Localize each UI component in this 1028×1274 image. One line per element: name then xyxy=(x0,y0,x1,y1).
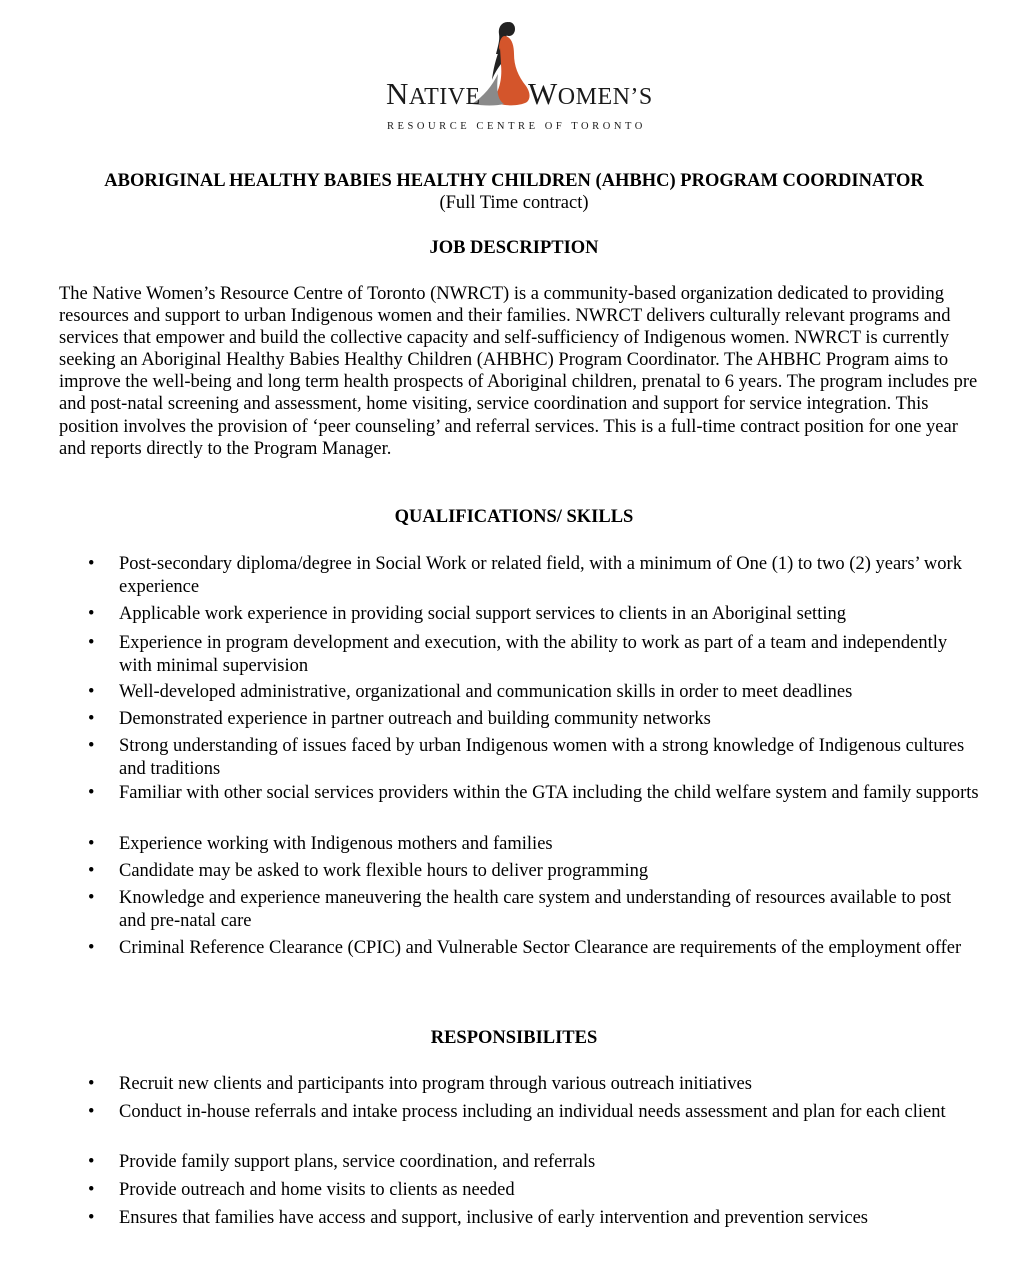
qualifications-heading: QUALIFICATIONS/ SKILLS xyxy=(394,507,634,527)
job-subtitle: (Full Time contract) xyxy=(439,193,589,213)
bullet-icon: • xyxy=(88,633,95,653)
bullet-icon: • xyxy=(88,554,95,574)
organization-logo xyxy=(380,14,653,136)
bullet-icon: • xyxy=(88,861,95,881)
job-description-paragraph: The Native Women’s Resource Centre of Toronto (NWRCT) is a community-based organization dedicated to providing resources and support to urban Indigenous women and their families. NWRCT delivers culturally relevant programs and services that empower and build the collective capacity and self-sufficiency of Indigenous women. NWRCT is currently seeking an Aboriginal Healthy Babies Healthy Children (AHBHC) Program Coordinator. The AHBHC Program aims to improve the well-being and long term health prospects of Aboriginal children, prenatal to 6 years. The program includes pre and post-natal screening and assessment, home visiting, service coordination and support for service integration. This position involves the provision of ‘peer counseling’ and referral services. This is a full-time contract position for one year and reports directly to the Program Manager. xyxy=(59,284,978,459)
bullet-icon: • xyxy=(88,783,95,803)
bullet-icon: • xyxy=(88,1102,95,1122)
logo-subtitle: RESOURCE CENTRE OF TORONTO xyxy=(387,121,646,132)
bullet-icon: • xyxy=(88,736,95,756)
bullet-icon: • xyxy=(88,1074,95,1094)
job-title: ABORIGINAL HEALTHY BABIES HEALTHY CHILDREN (AHBHC) PROGRAM COORDINATOR xyxy=(104,171,924,191)
bullet-icon: • xyxy=(88,1208,95,1228)
bullet-icon: • xyxy=(88,1180,95,1200)
job-description-heading: JOB DESCRIPTION xyxy=(429,238,599,258)
bullet-icon: • xyxy=(88,604,95,624)
bullet-icon: • xyxy=(88,834,95,854)
logo-name-right: WOMEN’S xyxy=(528,76,653,111)
logo-name-left: NATIVE xyxy=(386,76,481,111)
bullet-icon: • xyxy=(88,938,95,958)
bullet-icon: • xyxy=(88,888,95,908)
responsibilities-heading: RESPONSIBILITES xyxy=(430,1028,598,1048)
document-page: NATIVE WOMEN’S RESOURCE CENTRE OF TORONTO ABORIGINAL HEALTHY BABIES HEALTHY CHILDREN (AHBHC) PROGRAM COORDINATOR (Full Time contract) JOB DESCRIPTION The Native Women’s Resource Centre of Toronto (NWRCT) is a community-based organization dedicated to providing resources and support to urban Indigenous women and their families. NWRCT delivers culturally relevant programs and services that empower and build the collective capacity and self-sufficiency of Indigenous women. NWRCT is currently seeking an Aboriginal Healthy Babies Healthy Children (AHBHC) Program Coordinator. The AHBHC Program aims to improve the well-being and long term health prospects of Aboriginal children, prenatal to 6 years. The program includes pre and post-natal screening and assessment, home visiting, service coordination and support for service integration. This position involves the provision of ‘peer counseling’ and referral services. This is a full-time contract position for one year and reports directly to the Program Manager. QUALIFICATIONS/ SKILLS • Post-secondary diploma/degree in Social Work or related field, with a minimum of One (1) to two (2) years’ work experience • Applicable work experience in providing social support services to clients in an Aboriginal setting • Experience in program development and execution, with the ability to work as part of a team and independently with minimal supervision • Well-developed administrative, organizational and communication skills in order to meet deadlines • Demonstrated experience in partner outreach and building community networks • Strong understanding of issues faced by urban Indigenous women with a strong knowledge of Indigenous cultures and traditions • Familiar with other social services providers within the GTA including the child welfare system and family supports • Experience working with Indigenous mothers and families • Candidate may be asked to work flexible hours to deliver programming • Knowledge and experience maneuvering the health care system and understanding of resources available to post and pre-natal care • Criminal Reference Clearance (CPIC) and Vulnerable Sector Clearance are requirements of the employment offer RESPONSIBILITES • Recruit new clients and participants into program through various outreach initiatives • Conduct in-house referrals and intake process including an individual needs assessment and plan for each client • Provide family support plans, service coordination, and referrals • Provide outreach and home visits to clients as needed • Ensures that families have access and support, inclusive of early intervention and prevention services xyxy=(0,0,1028,1274)
bullet-icon: • xyxy=(88,1152,95,1172)
bullet-icon: • xyxy=(88,682,95,702)
bullet-icon: • xyxy=(88,709,95,729)
